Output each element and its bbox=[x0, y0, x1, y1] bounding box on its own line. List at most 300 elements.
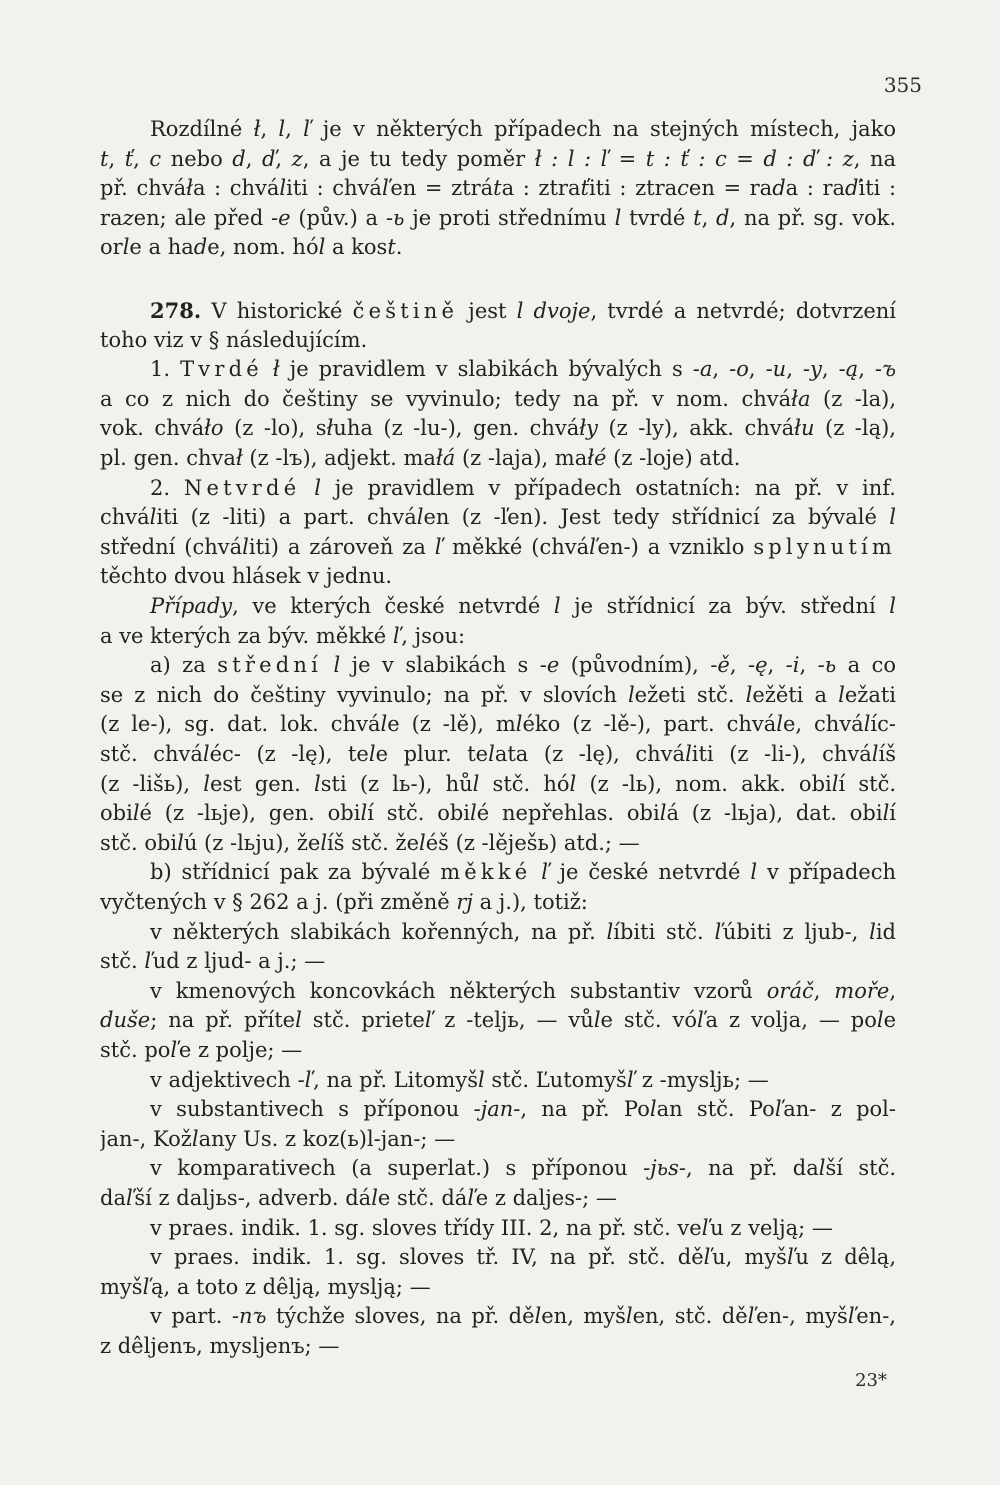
italic-run: l bbox=[685, 742, 692, 766]
text-run: íš stč. že bbox=[327, 830, 420, 855]
italic-run: łu bbox=[794, 416, 815, 441]
text-run: éc- (z -lę), te bbox=[209, 742, 369, 766]
italic-run: ľ bbox=[381, 176, 391, 201]
italic-run: l bbox=[659, 801, 667, 826]
italic-run: d bbox=[772, 176, 786, 201]
text-run: , bbox=[275, 146, 292, 171]
italic-run: -ą bbox=[838, 357, 859, 382]
text-run: (z -ly), akk. chvá bbox=[597, 416, 795, 441]
text-run: e, nom. hó bbox=[207, 235, 319, 260]
italic-run: t bbox=[493, 176, 502, 201]
italic-run: -ě bbox=[710, 653, 730, 678]
italic-run: ľ bbox=[424, 1008, 434, 1033]
text-run: , na př. Litomyš bbox=[313, 1067, 478, 1092]
text-run: , bbox=[786, 357, 803, 382]
text-run: iti : bbox=[858, 176, 897, 201]
text-run: u, myš bbox=[712, 1245, 787, 1270]
text-run: těchto dvou hlásek v jednu. bbox=[100, 564, 393, 589]
text-run: ra bbox=[100, 205, 123, 230]
italic-run: z bbox=[122, 205, 134, 230]
text-run: iti : ztra bbox=[588, 176, 678, 201]
text-run: est gen. bbox=[209, 771, 315, 796]
text-run: se z nich do češtiny vyvinulo; na př. v slovích bbox=[100, 682, 628, 707]
text-run: V historické bbox=[201, 299, 353, 323]
italic-run: ľ bbox=[703, 1245, 713, 1270]
italic-run: -nъ bbox=[231, 1304, 267, 1329]
italic-run: l bbox=[242, 534, 249, 559]
italic-run: d bbox=[193, 235, 208, 260]
text-run: a ve kterých za býv. měkké bbox=[100, 623, 393, 648]
text-run: (z -lo), s bbox=[223, 416, 327, 441]
italic-run: moře bbox=[834, 978, 890, 1003]
text-line bbox=[100, 622, 898, 652]
text-line bbox=[100, 414, 898, 444]
italic-run: ť bbox=[580, 176, 589, 201]
text-run: střední (chvá bbox=[100, 534, 243, 559]
italic-run: ł bbox=[326, 416, 334, 441]
text-run: nebo bbox=[161, 146, 233, 171]
text-line bbox=[100, 204, 898, 234]
italic-run: l bbox=[569, 771, 577, 796]
italic-run: ľ bbox=[697, 1008, 706, 1033]
italic-run: l bbox=[871, 742, 879, 766]
text-run: měkké (chvá bbox=[443, 534, 590, 559]
text-line bbox=[100, 1332, 898, 1362]
italic-run: -ę bbox=[747, 653, 768, 678]
text-line bbox=[100, 444, 898, 474]
text-run: en; ale před bbox=[133, 205, 272, 230]
italic-run: oráč bbox=[766, 978, 814, 1003]
italic-run: z bbox=[291, 146, 303, 171]
italic-run: l bbox=[863, 712, 871, 737]
text-run: (z -la), bbox=[810, 386, 897, 411]
italic-run: l bbox=[745, 682, 753, 707]
text-run: an stč. Po bbox=[656, 1097, 775, 1122]
italic-run: ľ bbox=[434, 534, 444, 559]
italic-run: l bbox=[295, 1008, 302, 1033]
text-line bbox=[150, 296, 898, 326]
text-run: , jsou: bbox=[401, 623, 466, 648]
text-run: stč. priete bbox=[301, 1008, 425, 1033]
italic-run: l bbox=[534, 1304, 542, 1329]
spaced-run: splynutím bbox=[753, 534, 897, 559]
italic-run: l bbox=[831, 771, 839, 796]
italic-run: l bbox=[149, 505, 157, 530]
text-run: iti (z -li-), chvá bbox=[691, 742, 872, 766]
text-run: iti (z -liti) a part. chvá bbox=[156, 505, 417, 530]
text-run: myš bbox=[100, 1274, 143, 1299]
text-run: b) střídnicí pak za bývalé bbox=[150, 860, 441, 885]
spaced-run: češtině bbox=[352, 299, 459, 323]
italic-run: l bbox=[122, 235, 130, 260]
text-run: é (z -lьje), gen. obi bbox=[139, 801, 361, 826]
text-run: iti : chvá bbox=[286, 176, 382, 201]
italic-run: l bbox=[279, 176, 287, 201]
text-run: tvrdé bbox=[621, 205, 694, 230]
text-run: é nepřehlas. obi bbox=[476, 801, 660, 826]
text-run: en, myš bbox=[541, 1304, 626, 1329]
italic-run: ľ bbox=[747, 1304, 757, 1329]
text-run: 2. bbox=[150, 475, 184, 500]
text-run: , bbox=[245, 146, 262, 171]
italic-run: l bbox=[360, 801, 368, 826]
text-line bbox=[150, 858, 898, 888]
text-run: z -mysljь; — bbox=[635, 1067, 769, 1092]
text-run: ší stč. bbox=[825, 1156, 897, 1181]
text-run: ud z ljud- a j.; — bbox=[152, 949, 326, 974]
text-run: v adjektivech bbox=[150, 1067, 298, 1092]
text-run: éš (z -lěješь) atd.; — bbox=[425, 830, 640, 855]
italic-run: -o bbox=[729, 357, 749, 382]
text-run: a : chvá bbox=[192, 176, 280, 201]
text-run: uha (z -lu-), gen. chvá bbox=[333, 416, 580, 441]
italic-run: łé bbox=[587, 446, 607, 470]
italic-run: l bbox=[889, 505, 897, 530]
italic-run: ľ bbox=[531, 860, 550, 885]
text-run: týchže sloves, na př. dě bbox=[266, 1304, 535, 1329]
italic-run: c bbox=[677, 176, 689, 201]
italic-run: l bbox=[472, 771, 480, 796]
text-line bbox=[150, 115, 898, 145]
text-run: chvá bbox=[100, 505, 150, 530]
italic-run: ł bbox=[186, 176, 193, 201]
text-run: any Us. z koz(ь)l-jan-; — bbox=[198, 1126, 456, 1151]
text-run: (z le-), sg. dat. lok. chvá bbox=[100, 712, 381, 737]
italic-run: d bbox=[232, 146, 246, 171]
text-line bbox=[150, 1302, 898, 1332]
italic-run: -u bbox=[765, 357, 787, 382]
italic-run: rj bbox=[456, 890, 473, 914]
italic-run: ľ bbox=[714, 919, 723, 944]
text-line bbox=[100, 799, 898, 829]
text-run: stč. po bbox=[100, 1038, 171, 1062]
italic-run: l bbox=[191, 1126, 199, 1151]
italic-run: l bbox=[606, 919, 614, 944]
italic-run: -ь bbox=[385, 205, 405, 230]
text-run: iti) a zároveň za bbox=[248, 534, 435, 559]
text-run: a co bbox=[836, 653, 896, 678]
italic-run: l bbox=[368, 742, 376, 766]
text-line bbox=[100, 233, 898, 263]
italic-run: l bbox=[380, 712, 388, 737]
italic-run: l bbox=[314, 771, 321, 796]
text-run: , ve kterých české netvrdé bbox=[232, 594, 554, 618]
text-line bbox=[150, 1066, 898, 1096]
italic-run: l bbox=[416, 505, 424, 530]
text-run: a kos bbox=[325, 235, 388, 260]
italic-run: ľ bbox=[144, 949, 153, 974]
text-run: . bbox=[395, 235, 403, 260]
text-run: (z -laja), ma bbox=[455, 446, 588, 470]
text-run: Rozdílné bbox=[150, 117, 254, 141]
text-run: en (z -ľen). Jest tedy střídnicí za bývalé bbox=[423, 505, 890, 530]
text-line bbox=[150, 918, 898, 948]
italic-run: l bbox=[776, 712, 783, 737]
italic-run: l bbox=[593, 1008, 601, 1033]
italic-run: l bbox=[300, 475, 321, 500]
italic-run: l bbox=[625, 1304, 633, 1329]
italic-run: l bbox=[876, 1008, 884, 1033]
italic-run: ľ bbox=[589, 534, 598, 559]
text-run: ší z daljьs-, adverb. dá bbox=[134, 1186, 372, 1210]
italic-run: duše bbox=[100, 1008, 151, 1033]
text-line bbox=[100, 533, 898, 563]
text-line bbox=[100, 1125, 898, 1155]
text-run: á (z -lьja), dat. obi bbox=[666, 801, 883, 826]
italic-run: l bbox=[553, 594, 561, 618]
italic-run: l bbox=[750, 860, 758, 885]
text-line bbox=[100, 562, 898, 592]
text-run: obi bbox=[100, 801, 133, 826]
italic-run: ľ bbox=[626, 1067, 636, 1092]
text-run: a co z nich do češtiny se vyvinulo; tedy na př. v nom. chvá bbox=[100, 386, 792, 411]
text-run: toho viz v § následujícím. bbox=[100, 327, 368, 352]
text-run: , bbox=[260, 117, 279, 141]
italic-run: ł bbox=[235, 446, 243, 470]
text-run: en-, bbox=[856, 1304, 896, 1329]
text-run: íš bbox=[878, 742, 896, 766]
text-run: ú (z -lьju), že bbox=[183, 830, 321, 855]
italic-run: -ъ bbox=[874, 357, 896, 382]
italic-run: c bbox=[149, 146, 162, 171]
text-run: je pravidlem v případech ostatních: na př. v inf. bbox=[320, 475, 896, 500]
italic-run: -e bbox=[539, 653, 560, 678]
text-run: v praes. indik. 1. sg. sloves tř. IV, na př. stč. dě bbox=[150, 1245, 704, 1270]
text-run: (z -lъ), adjekt. ma bbox=[242, 446, 436, 470]
italic-run: ľ bbox=[774, 1097, 784, 1122]
italic-run: ľ bbox=[170, 1038, 179, 1062]
text-run: a : ztra bbox=[501, 176, 581, 201]
text-run: , bbox=[701, 205, 717, 230]
text-line bbox=[150, 1154, 898, 1184]
text-line bbox=[100, 829, 898, 859]
italic-run: ď bbox=[261, 146, 276, 171]
italic-run: l bbox=[320, 830, 328, 855]
text-run: jan-, Kož bbox=[100, 1126, 192, 1151]
italic-run: -e bbox=[271, 205, 291, 230]
text-run: v komparativech (a superlat.) s příponou bbox=[150, 1156, 644, 1181]
text-run: í bbox=[889, 801, 896, 826]
text-run: (z -lišь), bbox=[100, 771, 204, 796]
text-run: a j.), totiž: bbox=[472, 890, 588, 914]
text-run: , bbox=[712, 357, 730, 382]
text-run: en = ra bbox=[688, 176, 773, 201]
signature-mark: 23* bbox=[855, 1370, 887, 1391]
text-run: da bbox=[100, 1186, 126, 1210]
italic-run: Případy bbox=[150, 594, 233, 618]
text-run: ežeti stč. bbox=[634, 682, 746, 707]
text-run: je v některých případech na stejných místech, jako bbox=[311, 117, 896, 141]
spaced-run: střední bbox=[217, 653, 322, 678]
text-run: id bbox=[875, 919, 896, 944]
italic-run: l bbox=[470, 801, 477, 826]
text-run: z -teljь, — vů bbox=[433, 1008, 594, 1033]
text-line bbox=[150, 1095, 898, 1125]
text-line bbox=[100, 174, 898, 204]
italic-run: łá bbox=[435, 446, 456, 470]
text-run: v substantivech s příponou bbox=[150, 1097, 474, 1122]
text-line bbox=[100, 1273, 898, 1303]
text-run: (z -lь), nom. akk. obi bbox=[576, 771, 832, 796]
text-run: ežati bbox=[844, 682, 897, 707]
page-number: 355 bbox=[883, 73, 922, 97]
text-line bbox=[150, 1214, 898, 1244]
text-run: , na př. sg. vok. bbox=[729, 205, 897, 230]
text-line bbox=[100, 1006, 898, 1036]
italic-run: ľ bbox=[142, 1274, 151, 1299]
text-line bbox=[150, 651, 898, 681]
text-run: e plur. te bbox=[375, 742, 489, 766]
text-run: (původním), bbox=[559, 653, 711, 678]
text-run: en-) a vzniklo bbox=[597, 534, 754, 559]
text-run: a z volja, — po bbox=[705, 1008, 877, 1033]
text-run: an- z pol- bbox=[783, 1097, 896, 1122]
italic-run: ła bbox=[791, 386, 811, 411]
text-run: , bbox=[748, 357, 766, 382]
text-run: vok. chvá bbox=[100, 416, 205, 441]
italic-run: ły bbox=[579, 416, 598, 441]
text-run: stč. Ľutomyš bbox=[484, 1067, 627, 1092]
text-run: éko (z -lě-), part. chvá bbox=[522, 712, 777, 737]
text-run: e stč. vó bbox=[600, 1008, 698, 1033]
text-run: , bbox=[108, 146, 125, 171]
text-line bbox=[150, 977, 898, 1007]
text-run: stč. hó bbox=[479, 771, 570, 796]
text-line bbox=[100, 888, 898, 918]
text-run: ežěti a bbox=[752, 682, 839, 707]
text-line bbox=[100, 385, 898, 415]
text-run: , bbox=[813, 978, 835, 1003]
italic-run: ľ bbox=[701, 1215, 711, 1240]
text-run: a) za bbox=[150, 653, 218, 678]
text-run: , bbox=[729, 653, 748, 678]
italic-run: l bbox=[614, 205, 622, 230]
spaced-run: měkké bbox=[440, 860, 532, 885]
text-run: í stč. obi bbox=[367, 801, 471, 826]
text-run: úbiti z ljub-, bbox=[722, 919, 870, 944]
text-run: ; na př. příte bbox=[150, 1008, 296, 1033]
bold-run: 278. bbox=[150, 298, 202, 323]
text-run: , bbox=[799, 653, 818, 678]
text-run: , a je tu tedy poměr bbox=[302, 146, 535, 171]
italic-run: -jan- bbox=[473, 1097, 521, 1122]
italic-run: l dvoje bbox=[516, 299, 591, 323]
italic-run: l bbox=[649, 1097, 657, 1122]
text-run: je v slabikách s bbox=[340, 653, 540, 678]
text-run: e, chvá bbox=[782, 712, 864, 737]
text-run: íbiti stč. bbox=[613, 919, 715, 944]
text-line bbox=[150, 474, 898, 504]
text-run: (z -loje) atd. bbox=[606, 446, 741, 470]
text-run: , na bbox=[853, 146, 896, 171]
text-line bbox=[100, 503, 898, 533]
text-run: , bbox=[767, 653, 786, 678]
italic-run: d bbox=[716, 205, 730, 230]
italic-run: l bbox=[318, 235, 326, 260]
italic-run: l bbox=[478, 1067, 485, 1092]
italic-run: ľ bbox=[303, 117, 312, 141]
italic-run: l bbox=[488, 742, 495, 766]
italic-run: l bbox=[838, 682, 845, 707]
text-line bbox=[100, 1036, 898, 1066]
text-run: v případech bbox=[757, 860, 896, 885]
text-run: , bbox=[821, 357, 839, 382]
italic-run: l bbox=[371, 1186, 378, 1210]
italic-run: ł bbox=[262, 357, 280, 382]
italic-run: ło bbox=[204, 416, 224, 441]
text-line bbox=[100, 770, 898, 800]
italic-run: l bbox=[322, 653, 341, 678]
text-run: je střídnicí za býv. střední bbox=[560, 594, 890, 618]
text-line bbox=[100, 740, 898, 770]
text-line bbox=[100, 947, 898, 977]
text-run: (pův.) a bbox=[290, 205, 386, 230]
italic-run: -i bbox=[785, 653, 800, 678]
text-run: v kmenových koncovkách některých substantiv vzorů bbox=[150, 978, 767, 1003]
text-line bbox=[100, 145, 898, 175]
italic-run: l bbox=[132, 801, 140, 826]
text-run: stč. obi bbox=[100, 830, 178, 855]
text-run: sti (z lь-), hů bbox=[320, 771, 473, 796]
text-run: z dêljenъ, mysljenъ; — bbox=[100, 1334, 340, 1358]
italic-run: -ľ bbox=[297, 1067, 314, 1092]
text-run: en-, myš bbox=[756, 1304, 848, 1329]
italic-run: t bbox=[693, 205, 702, 230]
text-line bbox=[150, 1243, 898, 1273]
text-run: en = ztrá bbox=[390, 176, 494, 201]
text-run: , na př. da bbox=[685, 1156, 819, 1181]
text-run: (z -lą), bbox=[814, 416, 896, 441]
italic-run: l bbox=[818, 1156, 826, 1181]
text-line bbox=[150, 355, 898, 385]
text-run: vyčtených v § 262 a j. (při změně bbox=[100, 890, 457, 914]
text-run: e a ha bbox=[129, 235, 194, 260]
text-run: í stč. bbox=[838, 771, 897, 796]
text-run: e bbox=[883, 1008, 897, 1033]
italic-run: ľ bbox=[467, 1186, 476, 1210]
italic-run: ł bbox=[253, 117, 261, 141]
italic-run: ť bbox=[124, 146, 134, 171]
italic-run: ľ bbox=[392, 623, 402, 648]
italic-run: l bbox=[869, 919, 876, 944]
text-run: e stč. dá bbox=[377, 1186, 468, 1210]
text-run: stč. chvá bbox=[100, 742, 203, 766]
italic-run: -a bbox=[692, 357, 713, 382]
italic-run: ľ bbox=[786, 1245, 796, 1270]
text-run: en, stč. dě bbox=[632, 1304, 748, 1329]
text-run: př. chvá bbox=[100, 176, 187, 201]
text-run: e z daljes-; — bbox=[475, 1186, 617, 1210]
text-run: pl. gen. chva bbox=[100, 446, 236, 470]
italic-run: l bbox=[202, 742, 210, 766]
italic-run: t bbox=[100, 146, 109, 171]
text-run: , bbox=[858, 357, 875, 382]
italic-run: ł : l : ľ = t : ť : c = d : ď : z bbox=[534, 146, 854, 171]
text-run: ata (z -lę), chvá bbox=[494, 742, 686, 766]
text-line bbox=[100, 681, 898, 711]
text-line bbox=[150, 592, 898, 622]
italic-run: ď bbox=[845, 176, 859, 201]
text-run: 1. bbox=[150, 357, 181, 382]
italic-run: l bbox=[203, 771, 210, 796]
text-run: v part. bbox=[150, 1304, 232, 1329]
spaced-run: Netvrdé bbox=[183, 475, 301, 500]
italic-run: -jьs- bbox=[643, 1156, 686, 1181]
italic-run: l bbox=[515, 712, 523, 737]
spaced-run: Tvrdé bbox=[180, 357, 263, 382]
text-run: je české netvrdé bbox=[549, 860, 751, 885]
text-run: íc- bbox=[870, 712, 896, 737]
